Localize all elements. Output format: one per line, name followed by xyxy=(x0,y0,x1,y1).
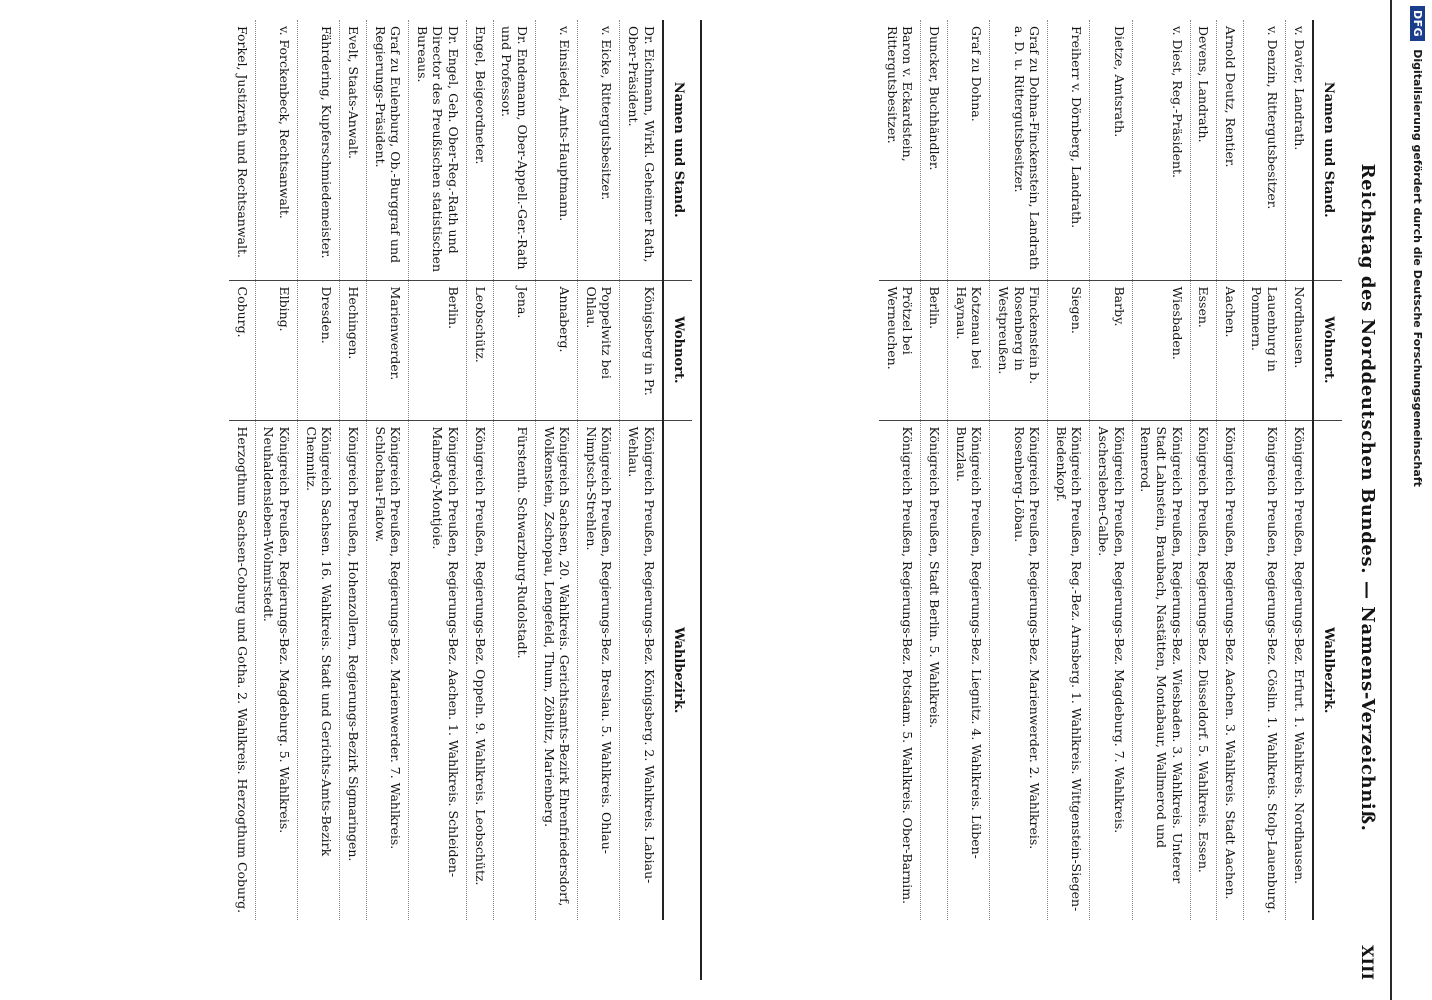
member-residence-cell: Leobschütz. xyxy=(467,280,494,420)
register-section-left xyxy=(692,20,1342,920)
table-row xyxy=(298,20,340,920)
table-row xyxy=(1048,20,1090,920)
table-row xyxy=(493,20,535,920)
table-row xyxy=(921,20,948,920)
member-district-cell: Königreich Preußen, Hohenzollern, Regierungs-Bezirk Sigmaringen. xyxy=(340,420,367,920)
member-residence-cell: Kotzenau bei Haynau. xyxy=(948,280,990,420)
page-title: Reichstag des Norddeutschen Bundes. — Namens-Verzeichniß. xyxy=(1357,163,1379,832)
dfg-logo: DFG xyxy=(1411,6,1426,41)
member-name-cell: Dr. Engel, Geh. Ober-Reg.-Rath und Director des Preußischen statistischen Bureaus. xyxy=(409,20,467,280)
member-residence-cell: Essen. xyxy=(1190,280,1217,420)
member-residence-cell: Aachen. xyxy=(1217,280,1244,420)
member-district-cell: Königreich Preußen, Regierungs-Bez. Cöslin. 1. Wahlkreis. Stolp-Lauenburg. xyxy=(1243,420,1285,920)
member-district-cell: Königreich Preußen, Regierungs-Bez. Liegnitz. 4. Wahlkreis. Lüben-Bunzlau. xyxy=(948,420,990,920)
member-district-cell: Königreich Sachsen. 16. Wahlkreis. Stadt und Gerichts-Amts-Bezirk Chemnitz. xyxy=(298,420,340,920)
member-residence-cell: Hechingen. xyxy=(340,280,367,420)
page-header xyxy=(1346,20,1390,980)
member-district-cell: Königreich Preußen, Regierungs-Bez. Königsberg. 2. Wahlkreis. Labiau-Wehlau. xyxy=(620,420,663,920)
scan-edge-line xyxy=(1390,0,1392,1000)
column-header-wahlbezirk: Wahlbezirk. xyxy=(663,420,692,920)
member-name-cell: Baron v. Eckardstein, Rittergutsbesitzer. xyxy=(879,20,921,280)
column-header-name: Namen und Stand. xyxy=(1313,20,1342,280)
column-header-name: Namen und Stand. xyxy=(663,20,692,280)
scanned-page xyxy=(20,20,1390,980)
member-district-cell: Königreich Preußen, Regierungs-Bez. Aachen. 3. Wahlkreis. Stadt Aachen. xyxy=(1217,420,1244,920)
member-name-cell: Evelt, Staats-Anwalt. xyxy=(340,20,367,280)
member-district-cell: Königreich Preußen, Regierungs-Bez. Düsseldorf. 5. Wahlkreis. Essen. xyxy=(1190,420,1217,920)
member-name-cell: Dr. Eichmann, Wirkl. Geheimer Rath, Ober-Präsident. xyxy=(620,20,663,280)
member-district-cell: Königreich Preußen, Regierungs-Bez. Aachen. 1. Wahlkreis. Schleiden-Malmedy-Montjoie. xyxy=(409,420,467,920)
table-row xyxy=(1286,20,1313,920)
table-row xyxy=(1217,20,1244,920)
member-name-cell: Arnold Deutz, Rentier. xyxy=(1217,20,1244,280)
table-row xyxy=(990,20,1048,920)
table-row xyxy=(367,20,409,920)
member-name-cell: Graf zu Dohna. xyxy=(948,20,990,280)
member-residence-cell: Berlin. xyxy=(921,280,948,420)
table-row xyxy=(340,20,367,920)
member-name-cell: Freiherr v. Dörnberg, Landrath. xyxy=(1048,20,1090,280)
table-row xyxy=(879,20,921,920)
member-name-cell: v. Denzin, Rittergutsbesitzer. xyxy=(1243,20,1285,280)
section-divider xyxy=(700,20,702,980)
table-row xyxy=(467,20,494,920)
register-section-right xyxy=(42,20,692,920)
rotated-page xyxy=(20,20,1390,980)
table-row xyxy=(620,20,663,920)
table-row xyxy=(578,20,620,920)
table-row xyxy=(1243,20,1285,920)
column-header-wahlbezirk: Wahlbezirk. xyxy=(1313,420,1342,920)
member-name-cell: Dr. Endemann, Ober-Appell.-Ger.-Rath und Professor. xyxy=(493,20,535,280)
member-residence-cell: Marienwerder. xyxy=(367,280,409,420)
member-district-cell: Königreich Preußen, Regierungs-Bez. Oppeln. 9. Wahlkreis. Leobschütz. xyxy=(467,420,494,920)
member-residence-cell: Siegen. xyxy=(1048,280,1090,420)
members-rows-left xyxy=(879,20,1313,920)
table-header-row xyxy=(1313,20,1342,920)
member-name-cell: Graf zu Eulenburg, Ob.-Burggraf und Regierungs-Präsident. xyxy=(367,20,409,280)
funding-note xyxy=(1405,6,1431,996)
member-district-cell: Königreich Preußen, Regierungs-Bez. Erfurt. 1. Wahlkreis. Nordhausen. xyxy=(1286,420,1313,920)
page-number: XIII xyxy=(1358,945,1378,980)
funding-note-text: Digitalisierung gefördert durch die Deutsche Forschungsgemeinschaft xyxy=(1411,49,1425,487)
table-row xyxy=(536,20,578,920)
member-residence-cell: Finckenstein b. Rosenberg in Westpreußen. xyxy=(990,280,1048,420)
member-name-cell: Fährdering, Kupferschmiedemeister. xyxy=(298,20,340,280)
member-district-cell: Königreich Preußen, Regierungs-Bez. Magdeburg. 5. Wahlkreis. Neuhaldensleben-Wolmirstedt. xyxy=(255,420,297,920)
member-residence-cell: Poppelwitz bei Ohlau. xyxy=(578,280,620,420)
member-name-cell: Dietze, Amtsrath. xyxy=(1090,20,1132,280)
member-district-cell: Königreich Sachsen, 20. Wahlkreis. Gerichtsamts-Bezirk Ehrenfriedersdorf, Wolkenstein, Zschopau, Lengefeld, Thum, Zöblitz, Marienberg. xyxy=(536,420,578,920)
member-residence-cell: Prötzel bei Werneuchen. xyxy=(879,280,921,420)
register-body xyxy=(42,20,1342,980)
table-header-row xyxy=(663,20,692,920)
member-residence-cell: Wiesbaden. xyxy=(1132,280,1190,420)
column-header-wohnort: Wohnort. xyxy=(663,280,692,420)
member-residence-cell: Königsberg in Pr. xyxy=(620,280,663,420)
members-rows-right xyxy=(229,20,663,920)
table-row xyxy=(409,20,467,920)
member-name-cell: v. Diest, Reg.-Präsident. xyxy=(1132,20,1190,280)
member-name-cell: Devens, Landrath. xyxy=(1190,20,1217,280)
member-district-cell: Königreich Preußen, Stadt Berlin. 5. Wahlkreis. xyxy=(921,420,948,920)
member-district-cell: Königreich Preußen, Reg.-Bez. Arnsberg. 1. Wahlkreis. Wittgenstein-Siegen-Biedenkopf. xyxy=(1048,420,1090,920)
column-header-wohnort: Wohnort. xyxy=(1313,280,1342,420)
member-residence-cell: Berlin. xyxy=(409,280,467,420)
member-residence-cell: Lauenburg in Pommern. xyxy=(1243,280,1285,420)
member-residence-cell: Nordhausen. xyxy=(1286,280,1313,420)
table-row xyxy=(1132,20,1190,920)
member-residence-cell: Annaberg. xyxy=(536,280,578,420)
member-name-cell: v. Davier, Landrath. xyxy=(1286,20,1313,280)
member-district-cell: Königreich Preußen, Regierungs-Bez. Magdeburg. 7. Wahlkreis. Aschersleben-Calbe. xyxy=(1090,420,1132,920)
member-district-cell: Königreich Preußen, Regierungs-Bez. Potsdam. 5. Wahlkreis. Ober-Barnim. xyxy=(879,420,921,920)
table-row xyxy=(1090,20,1132,920)
member-name-cell: v. Forckenbeck, Rechtsanwalt. xyxy=(255,20,297,280)
member-district-cell: Herzogthum Sachsen-Coburg und Gotha. 2. Wahlkreis. Herzogthum Coburg. xyxy=(229,420,255,920)
members-table-left xyxy=(879,20,1342,920)
member-residence-cell: Coburg. xyxy=(229,280,255,420)
member-residence-cell: Dresden. xyxy=(298,280,340,420)
member-district-cell: Königreich Preußen, Regierungs-Bez. Marienwerder. 7. Wahlkreis. Schlochau-Flatow. xyxy=(367,420,409,920)
table-row xyxy=(255,20,297,920)
member-name-cell: v. Eicke, Rittergutsbesitzer. xyxy=(578,20,620,280)
table-row xyxy=(229,20,255,920)
members-table-right xyxy=(229,20,692,920)
member-name-cell: Duncker, Buchhändler. xyxy=(921,20,948,280)
member-district-cell: Königreich Preußen, Regierungs-Bez. Marienwerder. 2. Wahlkreis. Rosenberg-Löbau. xyxy=(990,420,1048,920)
table-row xyxy=(1190,20,1217,920)
member-residence-cell: Elbing. xyxy=(255,280,297,420)
member-residence-cell: Barby. xyxy=(1090,280,1132,420)
member-name-cell: Engel, Beigeordneter. xyxy=(467,20,494,280)
member-residence-cell: Jena. xyxy=(493,280,535,420)
member-district-cell: Königreich Preußen, Regierungs-Bez. Breslau. 5. Wahlkreis. Ohlau-Nimptsch-Strehlen. xyxy=(578,420,620,920)
member-district-cell: Königreich Preußen, Regierungs-Bez. Wiesbaden. 3. Wahlkreis. Unterer Stadt Lahnstein, Braubach, Nastätten, Montabaur, Wallmerod und Rennerod. xyxy=(1132,420,1190,920)
member-district-cell: Fürstenth. Schwarzburg-Rudolstadt. xyxy=(493,420,535,920)
member-name-cell: Graf zu Dohna-Finckenstein, Landrath a. D. u. Rittergutsbesitzer. xyxy=(990,20,1048,280)
table-row xyxy=(948,20,990,920)
member-name-cell: v. Einsiedel, Amts-Hauptmann. xyxy=(536,20,578,280)
member-name-cell: Forkel, Justizrath und Rechtsanwalt. xyxy=(229,20,255,280)
